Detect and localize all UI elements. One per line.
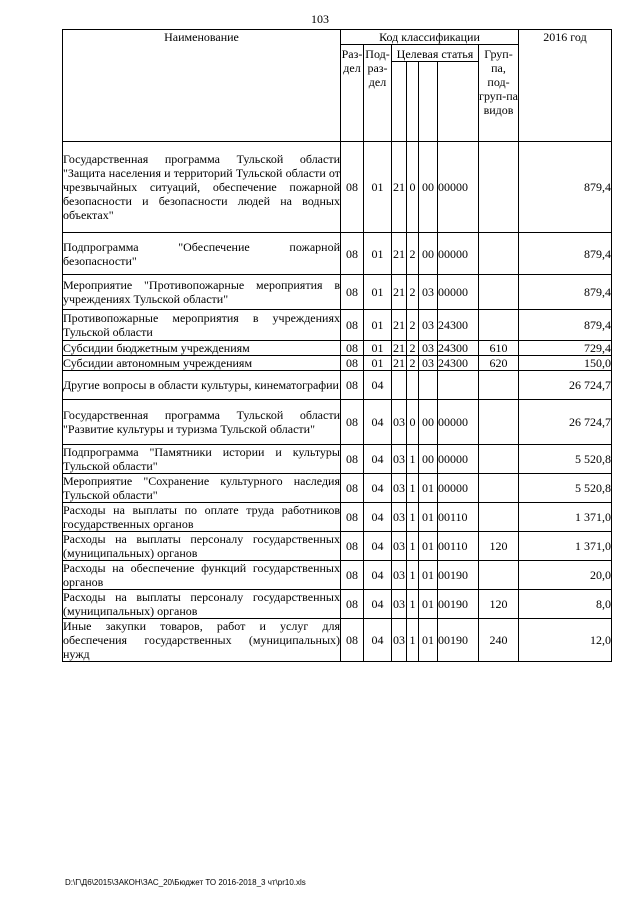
- row-subsection: 04: [364, 619, 392, 662]
- row-subsection: 04: [364, 532, 392, 561]
- row-subprogram: 1: [407, 561, 419, 590]
- row-event: 03: [419, 356, 438, 371]
- row-direction: 00000: [438, 474, 479, 503]
- row-subprogram: 1: [407, 532, 419, 561]
- row-program: 03: [392, 561, 407, 590]
- row-group: 620: [479, 356, 519, 371]
- row-program: 03: [392, 590, 407, 619]
- row-amount: 150,0: [519, 356, 612, 371]
- table-row: [63, 142, 612, 233]
- row-section: 08: [341, 503, 364, 532]
- row-section: 08: [341, 371, 364, 400]
- row-name: Субсидии бюджетным учреждениям: [63, 341, 341, 356]
- page-number: 103: [311, 12, 329, 26]
- row-section: 08: [341, 445, 364, 474]
- row-section: 08: [341, 341, 364, 356]
- row-amount: 1 371,0: [519, 532, 612, 561]
- row-name: Расходы на выплаты персоналу государственных (муниципальных) органов: [63, 590, 340, 618]
- row-name: Иные закупки товаров, работ и услуг для обеспечения государственных (муниципальных) нужд: [63, 619, 340, 661]
- row-section: 08: [341, 619, 364, 662]
- row-event: 00: [419, 233, 438, 275]
- row-event: [419, 371, 438, 400]
- table-row: [63, 275, 612, 310]
- row-event: 01: [419, 619, 438, 662]
- row-subsection: 04: [364, 445, 392, 474]
- header-target-article: Целевая статья: [392, 45, 479, 62]
- row-program: 21: [393, 356, 405, 370]
- table-row: [63, 503, 612, 532]
- row-event: 01: [419, 532, 438, 561]
- row-group: [479, 561, 519, 590]
- row-group: [479, 310, 519, 341]
- row-section: 08: [341, 233, 364, 275]
- row-subsection: 01: [364, 275, 392, 310]
- row-subsection: 04: [364, 590, 392, 619]
- row-subprogram: 2: [407, 275, 419, 310]
- row-direction: 00000: [438, 275, 479, 310]
- row-group: [479, 503, 519, 532]
- row-subsection: 01: [364, 356, 392, 371]
- table-header: [63, 30, 612, 142]
- row-program: 03: [392, 474, 407, 503]
- row-subsection: 04: [364, 503, 392, 532]
- table-row: [63, 310, 612, 341]
- header-code: Код классификации: [341, 30, 519, 45]
- row-group: [479, 275, 519, 310]
- row-subprogram: 2: [407, 233, 419, 275]
- row-event: 03: [419, 341, 438, 356]
- table-row: [63, 371, 612, 400]
- row-amount: 879,4: [519, 142, 612, 233]
- header-subsection: Под-раз-дел: [364, 45, 392, 142]
- table-row: [63, 356, 612, 371]
- row-name: Расходы на обеспечение функций государственных органов: [63, 561, 340, 589]
- row-amount: 729,4: [519, 341, 612, 356]
- row-amount: 12,0: [519, 619, 612, 662]
- row-name: Мероприятие "Сохранение культурного наследия Тульской области": [63, 474, 340, 502]
- row-program: 03: [392, 400, 407, 445]
- row-event: 03: [419, 275, 438, 310]
- row-program: 21: [393, 341, 405, 355]
- row-subprogram: 1: [407, 503, 419, 532]
- row-direction: 00110: [438, 503, 479, 532]
- header-year: 2016 год: [519, 30, 612, 142]
- row-direction: 00110: [438, 532, 479, 561]
- row-amount: 8,0: [519, 590, 612, 619]
- row-program: 03: [392, 503, 407, 532]
- row-subprogram: 2: [407, 356, 419, 371]
- row-subsection: 01: [364, 341, 392, 356]
- table-row: [63, 532, 612, 561]
- row-program: 21: [392, 142, 407, 233]
- table-body: [63, 142, 612, 662]
- row-event: 01: [419, 503, 438, 532]
- row-section: 08: [341, 310, 364, 341]
- row-event: 01: [419, 474, 438, 503]
- row-name: Подпрограмма "Обеспечение пожарной безопасности": [63, 233, 341, 275]
- row-amount: 1 371,0: [519, 503, 612, 532]
- row-amount: 5 520,8: [519, 445, 612, 474]
- header-name: Наименование: [63, 30, 341, 142]
- row-name: Государственная программа Тульской области "Защита населения и территорий Тульской области от чрезвычайных ситуаций, обеспечение пожарной безопасности и безопасности людей на водных объектах": [63, 142, 341, 233]
- header-group: Груп-па, под-груп-па видов: [479, 45, 519, 142]
- row-name: Расходы на выплаты персоналу государственных (муниципальных) органов: [63, 532, 340, 560]
- row-program: 21: [392, 275, 407, 310]
- row-program: 21: [392, 310, 407, 341]
- row-event: 01: [419, 561, 438, 590]
- row-direction: 00000: [438, 400, 479, 445]
- row-direction: [438, 371, 479, 400]
- row-subprogram: 1: [407, 619, 419, 662]
- budget-table: [62, 29, 612, 662]
- row-section: 08: [341, 590, 364, 619]
- row-section: 08: [341, 142, 364, 233]
- table-row: [63, 561, 612, 590]
- row-group: [479, 233, 519, 275]
- row-event: 01: [419, 590, 438, 619]
- row-program: 03: [392, 532, 407, 561]
- row-name: Противопожарные мероприятия в учреждениях Тульской области: [63, 311, 340, 339]
- row-subprogram: 1: [407, 445, 419, 474]
- row-program: [392, 371, 407, 400]
- row-event: 00: [419, 445, 438, 474]
- row-section: 08: [341, 356, 364, 371]
- row-name: Мероприятие "Противопожарные мероприятия в учреждениях Тульской области": [63, 275, 341, 310]
- row-direction: 00190: [438, 561, 479, 590]
- row-section: 08: [341, 532, 364, 561]
- row-event: 00: [419, 142, 438, 233]
- row-event: 03: [419, 310, 438, 341]
- row-amount: 879,4: [519, 275, 612, 310]
- row-amount: 20,0: [519, 561, 612, 590]
- row-subprogram: 0: [407, 142, 419, 233]
- row-section: 08: [341, 400, 364, 445]
- row-subsection: 04: [364, 400, 392, 445]
- table-row: [63, 233, 612, 275]
- row-amount: 26 724,7: [519, 371, 612, 400]
- row-group: [479, 371, 519, 400]
- table-row: [63, 619, 612, 662]
- row-group: 120: [479, 532, 519, 561]
- table-row: [63, 590, 612, 619]
- row-event: 00: [419, 400, 438, 445]
- row-group: [479, 142, 519, 233]
- row-amount: 5 520,8: [519, 474, 612, 503]
- row-group: 240: [479, 619, 519, 662]
- header-section: Раз-дел: [341, 45, 364, 142]
- row-subprogram: [407, 371, 419, 400]
- row-name: Другие вопросы в области культуры, кинематографии: [63, 371, 341, 400]
- row-name: Субсидии автономным учреждениям: [63, 356, 341, 371]
- row-direction: 24300: [438, 356, 479, 371]
- row-group: [479, 400, 519, 445]
- table-row: [63, 400, 612, 445]
- row-subprogram: 2: [407, 341, 419, 356]
- row-subsection: 04: [364, 474, 392, 503]
- row-direction: 00190: [438, 619, 479, 662]
- row-direction: 24300: [438, 341, 479, 356]
- row-section: 08: [341, 474, 364, 503]
- row-direction: 24300: [438, 310, 479, 341]
- file-path-footer: D:\Г\Д6\2015\ЗАКОН\ЗАС_20\Бюджет ТО 2016-2018_3 чт\pr10.xls: [65, 878, 306, 887]
- row-name: Подпрограмма "Памятники истории и культуры Тульской области": [63, 445, 340, 473]
- table-row: [63, 341, 612, 356]
- row-amount: 879,4: [519, 233, 612, 275]
- row-program: 21: [392, 233, 407, 275]
- row-group: [479, 474, 519, 503]
- row-subsection: 01: [364, 310, 392, 341]
- row-name: Расходы на выплаты по оплате труда работников государственных органов: [63, 503, 340, 531]
- row-subsection: 04: [364, 561, 392, 590]
- row-direction: 00000: [438, 233, 479, 275]
- row-direction: 00000: [438, 142, 479, 233]
- row-subprogram: 0: [407, 400, 419, 445]
- row-subprogram: 1: [407, 590, 419, 619]
- row-direction: 00000: [438, 445, 479, 474]
- row-amount: 26 724,7: [519, 400, 612, 445]
- row-program: 03: [392, 619, 407, 662]
- row-subsection: 01: [364, 142, 392, 233]
- row-group: [479, 445, 519, 474]
- row-subsection: 04: [364, 371, 392, 400]
- row-section: 08: [341, 275, 364, 310]
- table-row: [63, 445, 612, 474]
- row-program: 03: [392, 445, 407, 474]
- row-subprogram: 2: [407, 310, 419, 341]
- table-row: [63, 474, 612, 503]
- row-direction: 00190: [438, 590, 479, 619]
- row-section: 08: [341, 561, 364, 590]
- row-amount: 879,4: [519, 310, 612, 341]
- row-group: 610: [479, 341, 519, 356]
- row-name: Государственная программа Тульской области "Развитие культуры и туризма Тульской области": [63, 400, 341, 445]
- row-subsection: 01: [364, 233, 392, 275]
- row-subprogram: 1: [407, 474, 419, 503]
- row-group: 120: [479, 590, 519, 619]
